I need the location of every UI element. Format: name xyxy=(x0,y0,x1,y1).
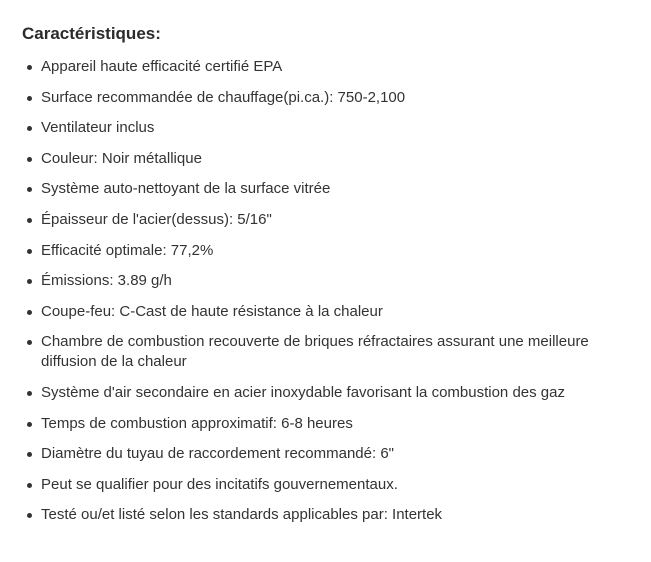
bullet-icon xyxy=(27,513,32,518)
list-item-text: Peut se qualifier pour des incitatifs gouvernementaux. xyxy=(41,475,398,493)
bullet-icon xyxy=(27,340,32,345)
list-item-text: Appareil haute efficacité certifié EPA xyxy=(41,58,283,75)
bullet-icon xyxy=(27,157,32,162)
bullet-icon xyxy=(27,65,32,70)
list-item xyxy=(22,414,622,434)
list-item xyxy=(22,444,622,464)
list-item-text: Épaisseur de l'acier(dessus): 5/16" xyxy=(41,210,272,228)
list-item xyxy=(22,179,622,199)
list-item-text: Système d'air secondaire en acier inoxydable favorisant la combustion des gaz xyxy=(41,383,565,401)
list-item xyxy=(22,88,622,108)
list-item-text: Efficacité optimale: 77,2% xyxy=(41,241,214,259)
list-item-text: Temps de combustion approximatif: 6-8 heures xyxy=(41,414,353,432)
bullet-icon xyxy=(27,422,32,427)
list-item xyxy=(22,57,622,77)
bullet-icon xyxy=(27,483,32,488)
list-item xyxy=(22,118,622,138)
list-item-text: Émissions: 3.89 g/h xyxy=(41,272,172,290)
list-item-text: Couleur: Noir métallique xyxy=(41,149,202,167)
list-item xyxy=(22,271,622,291)
list-item xyxy=(22,332,622,372)
bullet-icon xyxy=(27,218,32,223)
list-item-text: Système auto-nettoyant de la surface vitrée xyxy=(41,180,331,198)
list-item xyxy=(22,383,622,403)
bullet-icon xyxy=(27,452,32,457)
list-item-text: Coupe-feu: C-Cast de haute résistance à la chaleur xyxy=(41,302,383,320)
list-item-text: Testé ou/et listé selon les standards applicables par: Intertek xyxy=(41,506,443,524)
list-item xyxy=(22,149,622,169)
bullet-icon xyxy=(27,126,32,131)
bullet-icon xyxy=(27,391,32,396)
list-item xyxy=(22,241,622,261)
features-list xyxy=(22,57,622,525)
bullet-icon xyxy=(27,249,32,254)
bullet-icon xyxy=(27,310,32,315)
list-item xyxy=(22,210,622,230)
list-item xyxy=(22,475,622,495)
bullet-icon xyxy=(27,279,32,284)
bullet-icon xyxy=(27,96,32,101)
list-item-text: Chambre de combustion recouverte de briques réfractaires assurant une meilleure diffusion de la chaleur xyxy=(41,333,589,371)
bullet-icon xyxy=(27,187,32,192)
section-heading: Caractéristiques: xyxy=(22,24,161,43)
list-item xyxy=(22,505,622,525)
list-item-text: Diamètre du tuyau de raccordement recommandé: 6" xyxy=(41,445,394,463)
list-item xyxy=(22,302,622,322)
list-item-text: Surface recommandée de chauffage(pi.ca.): 750-2,100 xyxy=(41,88,406,106)
list-item-text: Ventilateur inclus xyxy=(41,119,155,137)
